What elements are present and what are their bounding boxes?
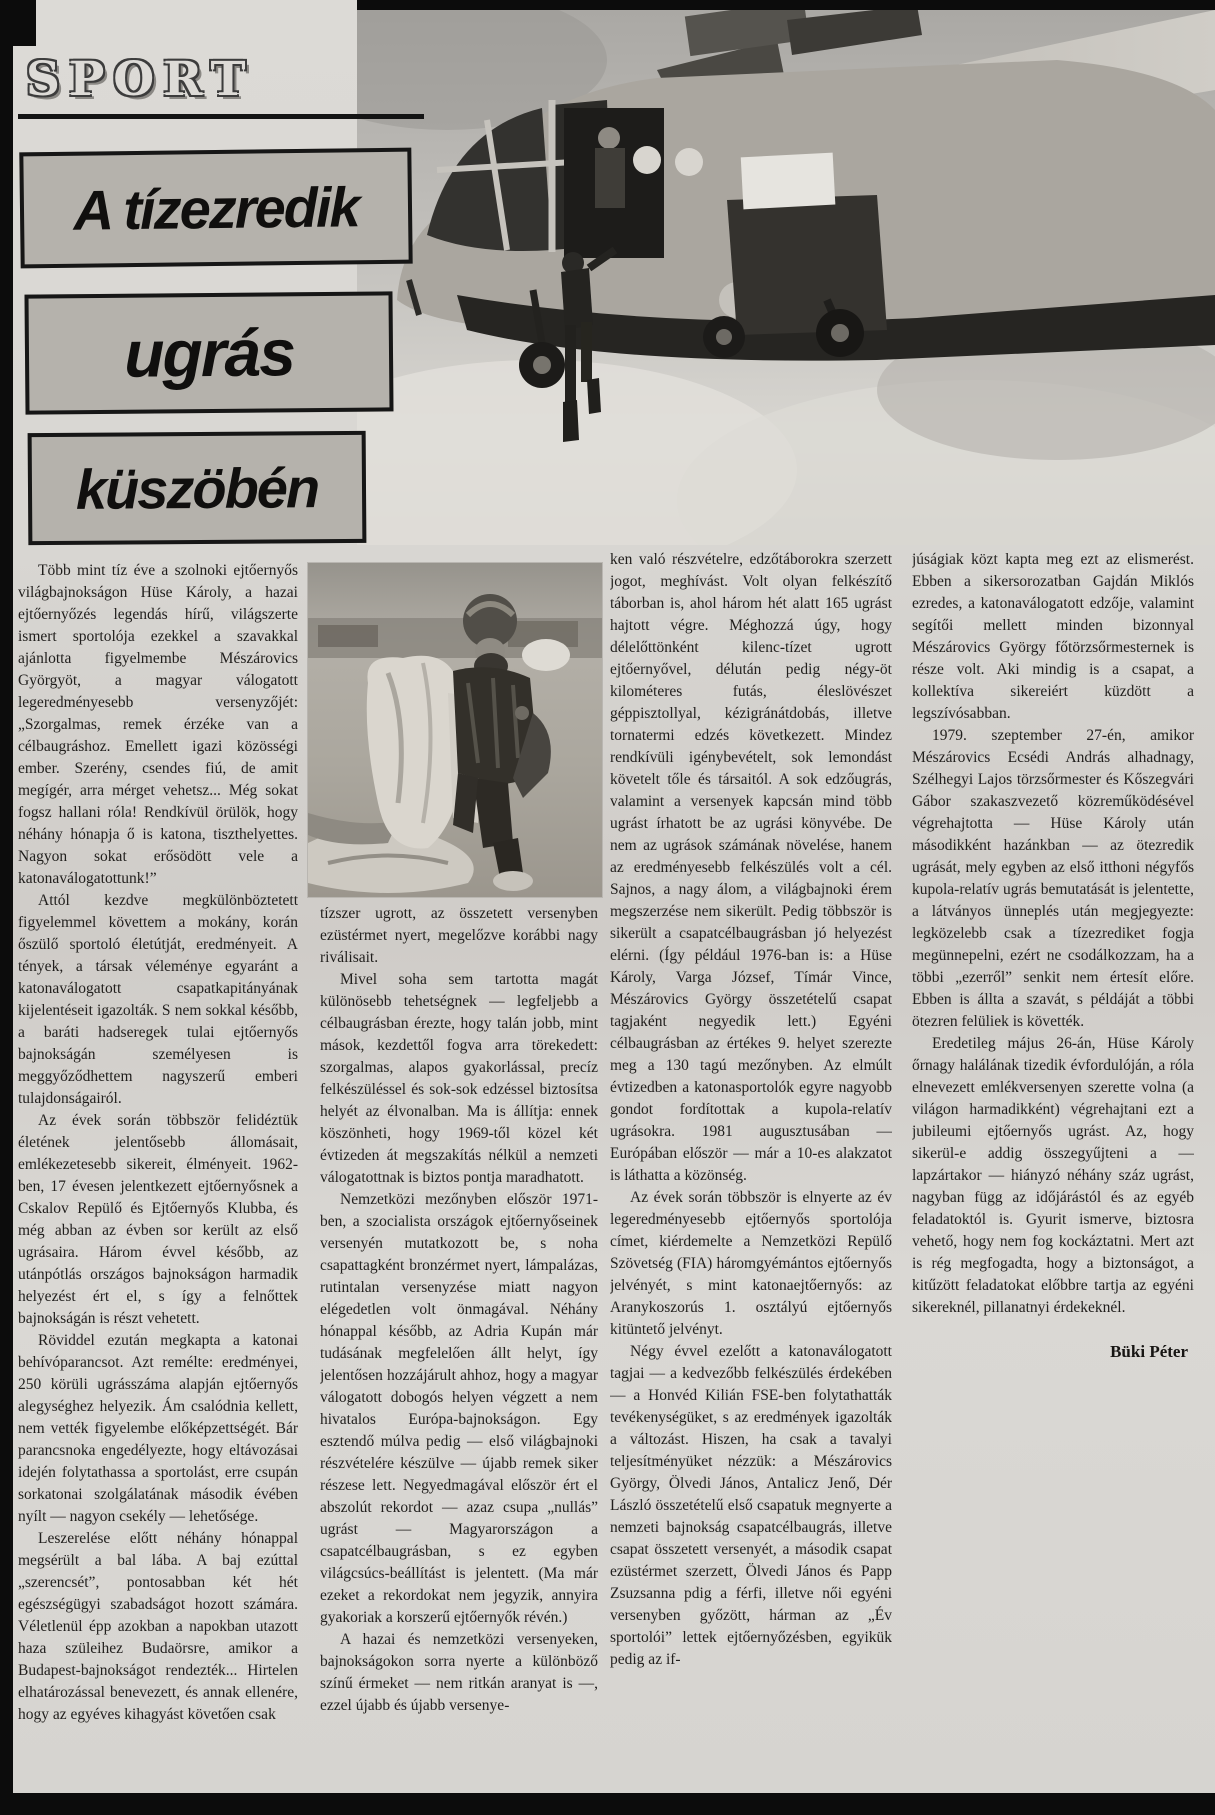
- headline-line-3: küszöbén: [28, 431, 367, 545]
- article-paragraph: tízszer ugrott, az összetett versenyben ezüstérmet nyert, megelőzve korábbi nagy riválisait.: [320, 905, 598, 966]
- article-paragraph: Eredetileg május 26-án, Hüse Károly őrnagy halálának tizedik évfordulóján, a róla elnevezett emlékversenyen szerette volna (a világon harmadikként) végrehajtani ezt a jubileumi ejtőernyős ugrást. Az, hogy sikerül-e addig összegyűjteni a — lapzártakor — hiányzó néhány száz ugrást, nagyban függ az időjárástól és az egyéb feladatoktól is. Gyurit ismerve, biztosra vehető, hogy nem fog kockáztatni. Mert azt is rég megfogadta, hogy a biztonságot, a kitűzött feladatokat előbbre tartja az egyéni sikereknél, pillanatnyi érdekeknél.: [912, 1035, 1194, 1316]
- section-rule: [18, 114, 424, 119]
- article-column-4-paragraphs: [912, 549, 1194, 1319]
- article-column-2: [320, 903, 598, 1787]
- article-paragraph: A hazai és nemzetközi versenyeken, bajnokságokon sorra nyerte a különböző színű érmeket — nem ritkán aranyat is —, ezzel újabb és újabb versenye-: [320, 1631, 598, 1714]
- article-paragraph: Mivel soha sem tartotta magát különösebb tehetségnek — legfeljebb a célbaugrásban érezte, hogy talán jobb, mint mások, kezdettől fogva arra törekedett: szorgalmas, alapos gyakorlással, precíz felkészüléssel és sok-sok edzéssel biztosítsa helyét az élvonalban. Ma is állítja: ennek köszönheti, hogy 1969-től közel két évtizeden át megszakítás nélkül a nemzeti válogatottnak is biztos pontja maradhatott.: [320, 971, 598, 1186]
- article-paragraph: Az évek során többször is elnyerte az év legeredményesebb ejtőernyős sportolója címet, kiérdemelte a Nemzetközi Repülő Szövetség (FIA) háromgyémántos ejtőernyős jelvényét, s mint katonaejtőernyős: az Aranykoszorús 1. osztályú ejtőernyős kitüntető jelvényt.: [610, 1189, 892, 1338]
- article-paragraph: Az évek során többször felidéztük életének jelentősebb állomásait, emlékezetesebb sikereit, élményeit. 1962-ben, 17 évesen jelentkezett ejtőernyősnek a Cskalov Repülő és Ejtőernyős Klubba, és még abban az évben sor került az első ugrásaira. Három évvel később, az utánpótlás országos bajnokságon harmadik helyezést ért el, s így a felnőttek bajnokságán is részt vehetett.: [18, 1112, 298, 1327]
- helicopter-jump-photo: [357, 0, 1215, 545]
- article-column-4: [912, 549, 1194, 1789]
- article-paragraph: Röviddel ezután megkapta a katonai behívóparancsot. Azt remélte: eredményei, 250 körüli ugrásszáma alapján ejtőernyős alegységhez helyezik. Ám csalódnia kellett, nem vették figyelembe előképzettségét. Bár parancsnoka engedélyezte, hogy eltávozásai idején folytathassa a sportolást, erre csupán sorkatonai szolgálatának második évében nyílt — nagyon csekély — lehetősége.: [18, 1332, 298, 1525]
- article-paragraph: Leszerelése előtt néhány hónappal megsérült a bal lába. A baj ezúttal „szerencsét”, pontosabban két hét egészségügyi szabadságot hozott számára. Véletlenül épp azokban a napokban utazott haza szüleihez Budaörsre, amikor a Budapest-bajnokságot rendezték... Hirtelen elhatározással benevezett, és annak ellenére, hogy az egyéves kihagyást követően csak: [18, 1530, 298, 1723]
- scan-border-left: [0, 0, 13, 1815]
- article-column-1: [18, 560, 298, 1788]
- article-paragraph: ken való részvételre, edzőtáborokra szerzett jogot, meghívást. Volt olyan felkészítő táborban is, ahol három hét alatt 165 ugrást hajtott végre. Méghozzá úgy, hogy délelőttönként kilenc-tízet ugrott ejtőernyővel, délután pedig négy-öt kilométeres futás, éleslövészet géppisztollyal, kézigránátdobás, illetve tornatermi edzés következett. Mindez rendkívüli igénybevételt, sok lemondást követelt tőle és társaitól. A sok edzőugrás, valamint a versenyek kapcsán mind több ugrást írhatott be az ugrási könyvébe. De nem az ugrások számának növelése, hanem az eredményesebb felkészülés volt a cél. Sajnos, a nagy álom, a világbajnoki érem megszerzése nem sikerült. Pedig többször is sikerült a csapatcélbaugrásban jó helyezést elérni. (Így például 1976-ban is: a Hüse Károly, Varga József, Tímár Vince, Mészárovics György összetételű csapat tagjaként negyedik lett.) Egyéni célbaugrásban az értékes 9. helyet szerezte meg a 130 tagú mezőnyben. Az elmúlt évtizedben a katonasportolók egyre nagyobb gondot fordítottak a kupola-relatív ugrásokra. 1981 augusztusában — Európában először — már a 10-es alakzatot is láthatta a közönség.: [610, 551, 892, 1184]
- headline-line-1: A tízezredik: [19, 148, 412, 269]
- headline-line-2: ugrás: [24, 291, 393, 414]
- article-column-3: [610, 549, 892, 1787]
- article-paragraph: Több mint tíz éve a szolnoki ejtőernyős világbajnokságon Hüse Károly, a hazai ejtőernyőzés legendás hírű, világszerte ismert sportolója ezekkel a szavakkal ajánlotta figyelmembe Mészárovics Györgyöt, a magyar válogatott legeredményesebb versenyzőjét: „Szorgalmas, remek érzéke van a célbaugráshoz. Emellett igazi közösségi ember. Szerény, csendes fiú, de amit megígér, arra mérget vehetsz... Még sokat fogsz hallani róla! Rendkívül örülök, hogy néhány hónapja ő is katona, tiszthelyettes. Nagyon sokat erősödött vele a katonaválogatottunk!”: [18, 562, 298, 887]
- scan-border-corner: [0, 0, 36, 46]
- article-paragraph: 1979. szeptember 27-én, amikor Mészárovics Ecsédi András alhadnagy, Szélhegyi Lajos törzsőrmester és Kőszegvári Gábor szakaszvezető közreműködésével végrehajtotta — Hüse Károly után másodikként hazánkban — az ötezredik ugrását, mely egyben az első itthoni négyfős kupola-relatív ugrás bemutatását is jelentette, a látványos ünneplés után megjegyezte: legközelebb csak a tízezrediket fogja megünnepelni, ezért ne csodálkozzam, ha a többi „ezerről” senkit nem értesít előre. Ebben is állta a szavát, s példáját a többi ötezren felüliek is követték.: [912, 727, 1194, 1030]
- byline: Büki Péter: [1110, 1342, 1188, 1361]
- article-paragraph: Nemzetközi mezőnyben először 1971-ben, a szocialista országok ejtőernyőseinek versenyén mutatkozott be, s noha csapattagként bronzérmet nyert, lámpalázas, rutintalan versenyzése miatt nagyon elégedetlen volt önmagával. Néhány hónappal később, az Adria Kupán már tudásának megfelelően állt helyt, így jelentősen hozzájárult ahhoz, hogy a magyar válogatott dobogós helyen végzett a nem hivatalos Európa-bajnokságon. Egy esztendő múlva pedig — első világbajnoki részvételére készülve — újabb remek siker részese lett. Negyedmagával először ért el abszolút rekordot — azaz csupa „nullás” ugrást — Magyarországon a csapatcélbaugrásban, s ez egyben világcsúcs-beállítást is jelentett. (Ma már ezeket a rekordokat nem jegyzik, annyira gyakoriak a korszerű ejtőernyők révén.): [320, 1191, 598, 1626]
- article-paragraph: júságiak közt kapta meg ezt az elismerést. Ebben a sikersorozatban Gajdán Miklós ezredes, a katonaválogatott edzője, valamint segítői mellett minden bizonnyal Mészárovics György főtörzsőrmesternek is része volt. Aki mindig is a csapat, a kollektíva sikereiért küzdött a legszívósabban.: [912, 551, 1194, 722]
- article-paragraph: Attól kezdve megkülönböztetett figyelemmel követtem a mokány, korán őszülő sportoló életútját, eredményeit. A tények, a társak véleménye egyaránt a katonaválogatott csapatkapitányának kijelentéseit igazolták. S nem sokkal később, a baráti hadseregek tulai ejtőernyős bajnokságán személyesen is meggyőződhettem nagyszerű emberi tulajdonságairól.: [18, 892, 298, 1107]
- section-label: SPORT: [26, 52, 255, 107]
- scan-border-bottom: [0, 1793, 1215, 1815]
- parachutist-photo: [308, 563, 602, 897]
- article-paragraph: Négy évvel ezelőtt a katonaválogatott tagjai — a kedvezőbb felkészülés érdekében — a Honvéd Kilián FSE-ben folytathatták tevékenységüket, s az eredmények igazolták a változást. Hiszen, ha csak a tavalyi teljesítményüket nézzük: a Mészárovics György, Ölvedi János, Antalicz Jenő, Dér László összetételű első csapatuk megnyerte a nemzeti bajnokság csapatcélbaugrás, illetve csapat összetett versenyét, a második csapat ezüstérmet szerzett, Ölvedi János és Papp Zsuzsanna pdig a férfi, illetve női egyéni versenyben győzött, hárman az „Év sportolói” lettek ejtőernyőzésben, egyikük pedig az if-: [610, 1343, 892, 1668]
